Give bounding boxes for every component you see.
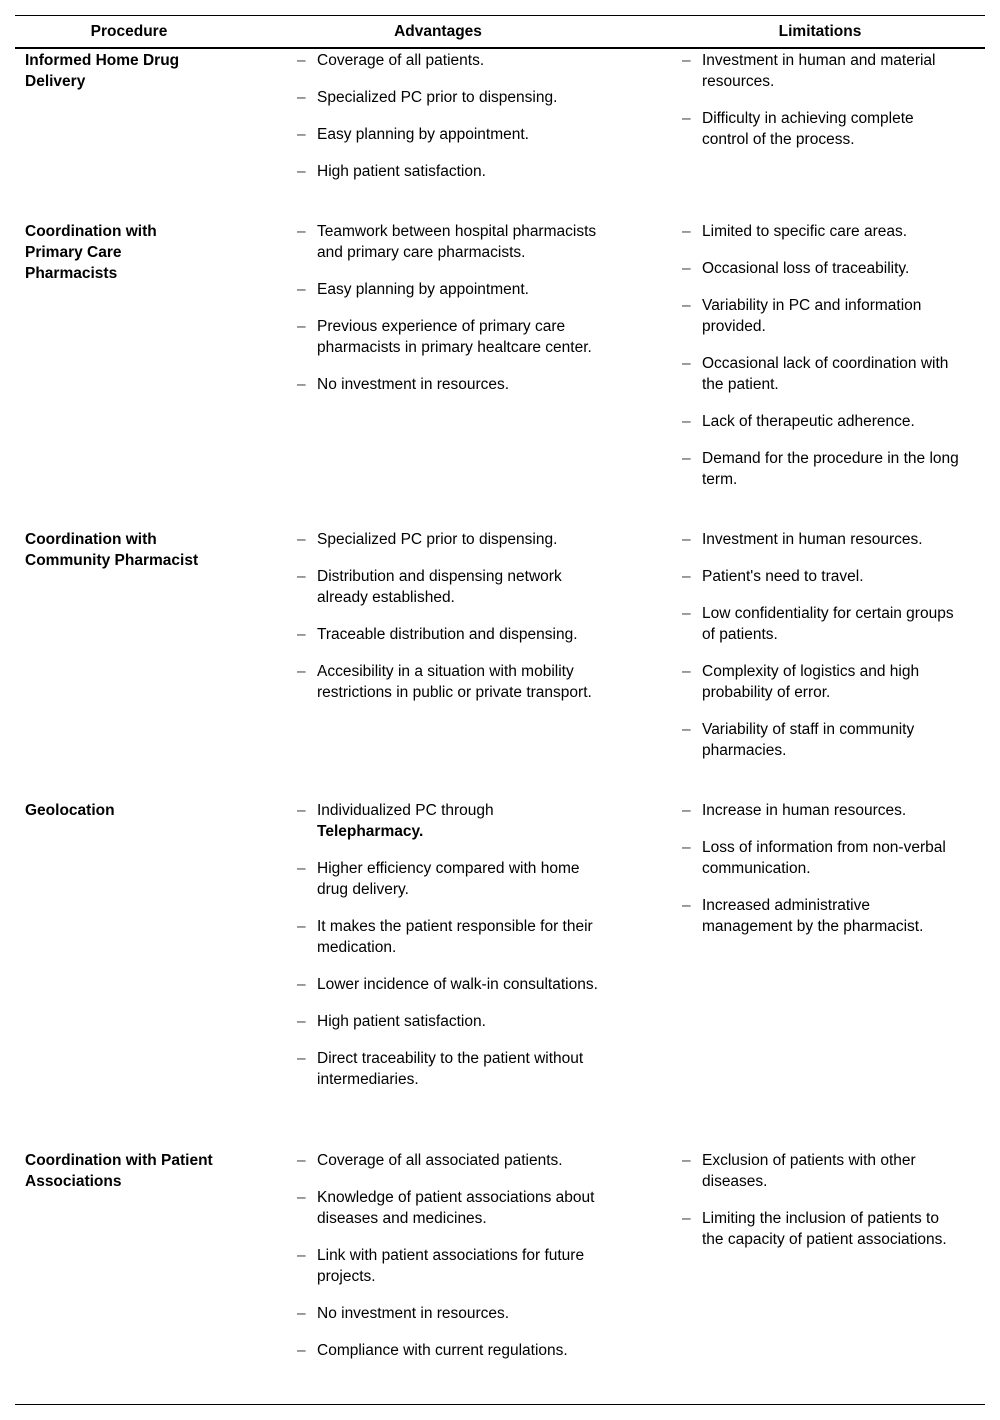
list-item: – Lower incidence of walk-in consultations.: [297, 976, 598, 993]
list-item: – Link with patient associations for future projects.: [297, 1247, 585, 1285]
list-item: – Increase in human resources.: [682, 802, 907, 819]
list-item: – Variability of staff in community pharmacies.: [682, 721, 915, 759]
list-item: – Distribution and dispensing network already established.: [297, 568, 562, 606]
list-item: – Easy planning by appointment.: [297, 126, 529, 143]
list-item: – Investment in human resources.: [682, 531, 923, 548]
limitations-list: [682, 221, 962, 506]
list-item: – High patient satisfaction.: [297, 163, 486, 180]
list-item: – Specialized PC prior to dispensing.: [297, 531, 558, 548]
header-limitations: Limitations: [778, 23, 862, 40]
list-item: – Traceable distribution and dispensing.: [297, 626, 578, 643]
header-advantages: Advantages: [394, 23, 482, 40]
list-item: – Higher efficiency compared with home drug delivery.: [297, 860, 580, 898]
limitations-list: [682, 800, 962, 953]
list-item: – Occasional loss of traceability.: [682, 260, 910, 277]
list-item: – Increased administrative management by the pharmacist.: [682, 897, 924, 935]
list-item: – Limiting the inclusion of patients to the capacity of patient associations.: [682, 1210, 947, 1248]
header-procedure: Procedure: [90, 23, 168, 40]
list-item: – Loss of information from non-verbal communication.: [682, 839, 946, 877]
procedure-name: Coordination with Patient Associations: [25, 1152, 213, 1190]
limitations-list: [682, 50, 962, 166]
list-item: – No investment in resources.: [297, 1305, 510, 1322]
list-item: – Knowledge of patient associations about diseases and medicines.: [297, 1189, 595, 1227]
list-item: – Low confidentiality for certain groups of patients.: [682, 605, 954, 643]
table-top-rule: [15, 15, 985, 16]
list-item: – Direct traceability to the patient without intermediaries.: [297, 1050, 584, 1088]
list-item: – Specialized PC prior to dispensing.: [297, 89, 558, 106]
list-item: – Lack of therapeutic adherence.: [682, 413, 915, 430]
list-item: – Investment in human and material resources.: [682, 52, 936, 90]
list-item: – Coverage of all patients.: [297, 52, 485, 69]
list-item: – Teamwork between hospital pharmacists and primary care pharmacists.: [297, 223, 597, 261]
table-header-rule: [15, 47, 985, 49]
procedure-name: Geolocation: [25, 802, 115, 819]
advantages-list: [297, 50, 607, 198]
procedure-name: Informed Home Drug Delivery: [25, 52, 180, 90]
list-item: – Complexity of logistics and high probability of error.: [682, 663, 920, 701]
advantages-list: [297, 800, 607, 1106]
list-item: – Limited to specific care areas.: [682, 223, 908, 240]
advantages-list: [297, 221, 607, 411]
list-item: – Previous experience of primary care pharmacists in primary healtcare center.: [297, 318, 592, 356]
list-item: – It makes the patient responsible for their medication.: [297, 918, 593, 956]
limitations-list: [682, 1150, 962, 1266]
list-item: – Individualized PC through Telepharmacy.: [297, 802, 494, 840]
list-item: – Demand for the procedure in the long term.: [682, 450, 959, 488]
list-item: – Occasional lack of coordination with the patient.: [682, 355, 949, 393]
table-bottom-rule: [15, 1404, 985, 1405]
list-item: – Variability in PC and information provided.: [682, 297, 922, 335]
limitations-list: [682, 529, 962, 777]
list-item: – Coverage of all associated patients.: [297, 1152, 563, 1169]
list-item: – Easy planning by appointment.: [297, 281, 529, 298]
list-item: – Compliance with current regulations.: [297, 1342, 568, 1359]
list-item: – No investment in resources.: [297, 376, 510, 393]
list-item: – Patient's need to travel.: [682, 568, 864, 585]
list-item: – Exclusion of patients with other diseases.: [682, 1152, 916, 1190]
list-item: – Accesibility in a situation with mobility restrictions in public or private transport.: [297, 663, 592, 701]
procedure-name: Coordination with Primary Care Pharmacists: [25, 223, 157, 282]
list-item: – High patient satisfaction.: [297, 1013, 486, 1030]
advantages-list: [297, 1150, 607, 1377]
procedure-name: Coordination with Community Pharmacist: [25, 531, 199, 569]
list-item: – Difficulty in achieving complete control of the process.: [682, 110, 914, 148]
advantages-list: [297, 529, 607, 719]
